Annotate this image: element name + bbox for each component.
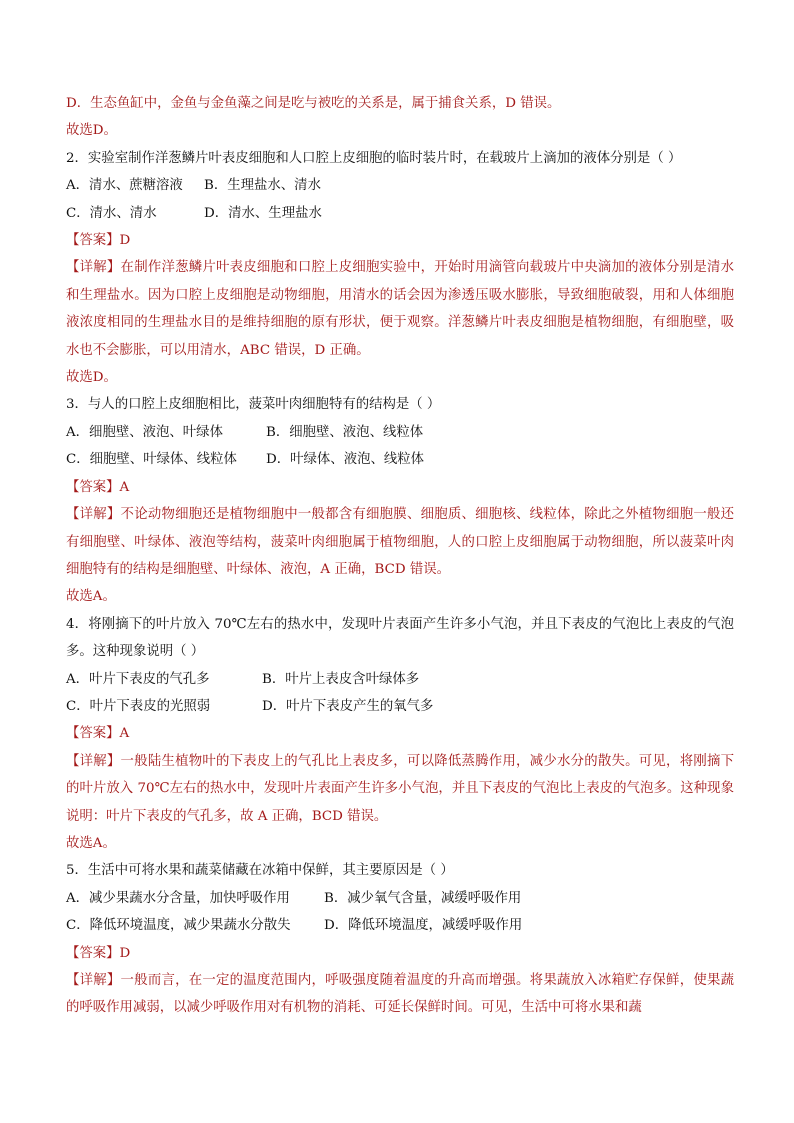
- question-5-option-a: A．减少果蔬水分含量，加快呼吸作用: [66, 890, 290, 906]
- question-3-select: 故选A。: [66, 589, 116, 605]
- question-4-answer: 【答案】A: [66, 726, 130, 742]
- question-4-option-b: B．叶片上表皮含叶绿体多: [262, 671, 420, 687]
- select-conclusion: 故选D。: [66, 123, 117, 139]
- question-5-stem: 5．生活中可将水果和蔬菜储藏在冰箱中保鲜，其主要原因是（ ）: [66, 863, 454, 879]
- question-2-answer: 【答案】D: [66, 233, 131, 249]
- question-3-options-row-1: [66, 419, 734, 446]
- question-4-select: 故选A。: [66, 835, 116, 851]
- question-2-option-b: B．生理盐水、清水: [204, 178, 321, 194]
- question-2-option-a: A．清水、蔗糖溶液: [66, 178, 183, 194]
- question-5-options-row-1: [66, 885, 734, 912]
- question-3-stem: 3．与人的口腔上皮细胞相比，菠菜叶肉细胞特有的结构是（ ）: [66, 397, 441, 413]
- question-3-option-d: D．叶绿体、液泡、线粒体: [266, 452, 425, 468]
- question-3-options-row-2: [66, 446, 734, 473]
- question-4-detail: 【详解】一般陆生植物叶的下表皮上的气孔比上表皮多，可以降低蒸腾作用，减少水分的散失。可见，将刚摘下的叶片放入 70℃左右的热水中，发现叶片表面产生许多小气泡，并且下表皮的气泡比上表皮的气泡多。这种现象说明：叶片下表皮的气孔多，故 A 正确，BCD 错误。: [66, 753, 734, 824]
- question-3-answer: 【答案】A: [66, 479, 130, 495]
- question-2-option-d: D．清水、生理盐水: [204, 205, 322, 221]
- question-5-detail: 【详解】一般而言，在一定的温度范围内，呼吸强度随着温度的升高而增强。将果蔬放入冰箱贮存保鲜，使果蔬的呼吸作用减弱，以减少呼吸作用对有机物的消耗、可延长保鲜时间。可见，生活中可将水果和蔬: [66, 973, 734, 1016]
- question-5-options-row-2: [66, 912, 734, 939]
- question-3-option-b: B．细胞壁、液泡、线粒体: [266, 424, 424, 440]
- question-5-option-b: B．减少氧气含量，减缓呼吸作用: [324, 890, 522, 906]
- question-2-detail: 【详解】在制作洋葱鳞片叶表皮细胞和口腔上皮细胞实验中，开始时用滴管向载玻片中央滴加的液体分别是清水和生理盐水。因为口腔上皮细胞是动物细胞，用清水的话会因为渗透压吸水膨胀，导致细胞破裂，用和人体细胞液浓度相同的生理盐水目的是维持细胞的原有形状，便于观察。洋葱鳞片叶表皮细胞是植物细胞，有细胞壁，吸水也不会膨胀，可以用清水，ABC 错误，D 正确。: [66, 260, 734, 358]
- question-3-option-a: A．细胞壁、液泡、叶绿体: [66, 424, 223, 440]
- question-4-option-a: A．叶片下表皮的气孔多: [66, 671, 210, 687]
- question-2-select: 故选D。: [66, 370, 117, 386]
- question-5-option-d: D．降低环境温度，减缓呼吸作用: [324, 918, 523, 934]
- question-4-option-d: D．叶片下表皮产生的氧气多: [262, 698, 434, 714]
- question-2-options-row-1: [66, 172, 734, 199]
- question-4-option-c: C．叶片下表皮的光照弱: [66, 698, 211, 714]
- question-5-option-c: C．降低环境温度，减少果蔬水分散失: [66, 918, 291, 934]
- question-4-stem: 4．将刚摘下的叶片放入 70℃左右的热水中，发现叶片表面产生许多小气泡，并且下表皮的气泡比上表皮的气泡多。这种现象说明（ ）: [66, 616, 734, 660]
- explanation-option-d: D．生态鱼缸中，金鱼与金鱼藻之间是吃与被吃的关系是，属于捕食关系，D 错误。: [66, 96, 561, 111]
- question-2-option-c: C．清水、清水: [66, 205, 157, 221]
- question-4-options-row-2: [66, 693, 734, 720]
- document-page: [66, 90, 734, 1022]
- question-5-answer: 【答案】D: [66, 945, 131, 961]
- question-3-option-c: C．细胞壁、叶绿体、线粒体: [66, 452, 237, 468]
- question-2-options-row-2: [66, 200, 734, 227]
- question-3-detail: 【详解】不论动物细胞还是植物细胞中一般都含有细胞膜、细胞质、细胞核、线粒体，除此之外植物细胞一般还有细胞壁、叶绿体、液泡等结构，菠菜叶肉细胞属于植物细胞，人的口腔上皮细胞属于动物细胞，所以菠菜叶肉细胞特有的结构是细胞壁、叶绿体、液泡，A 正确，BCD 错误。: [66, 507, 734, 577]
- question-2-stem: 2．实验室制作洋葱鳞片叶表皮细胞和人口腔上皮细胞的临时装片时，在载玻片上滴加的液体分别是（ ）: [66, 150, 682, 166]
- question-4-options-row-1: [66, 666, 734, 693]
